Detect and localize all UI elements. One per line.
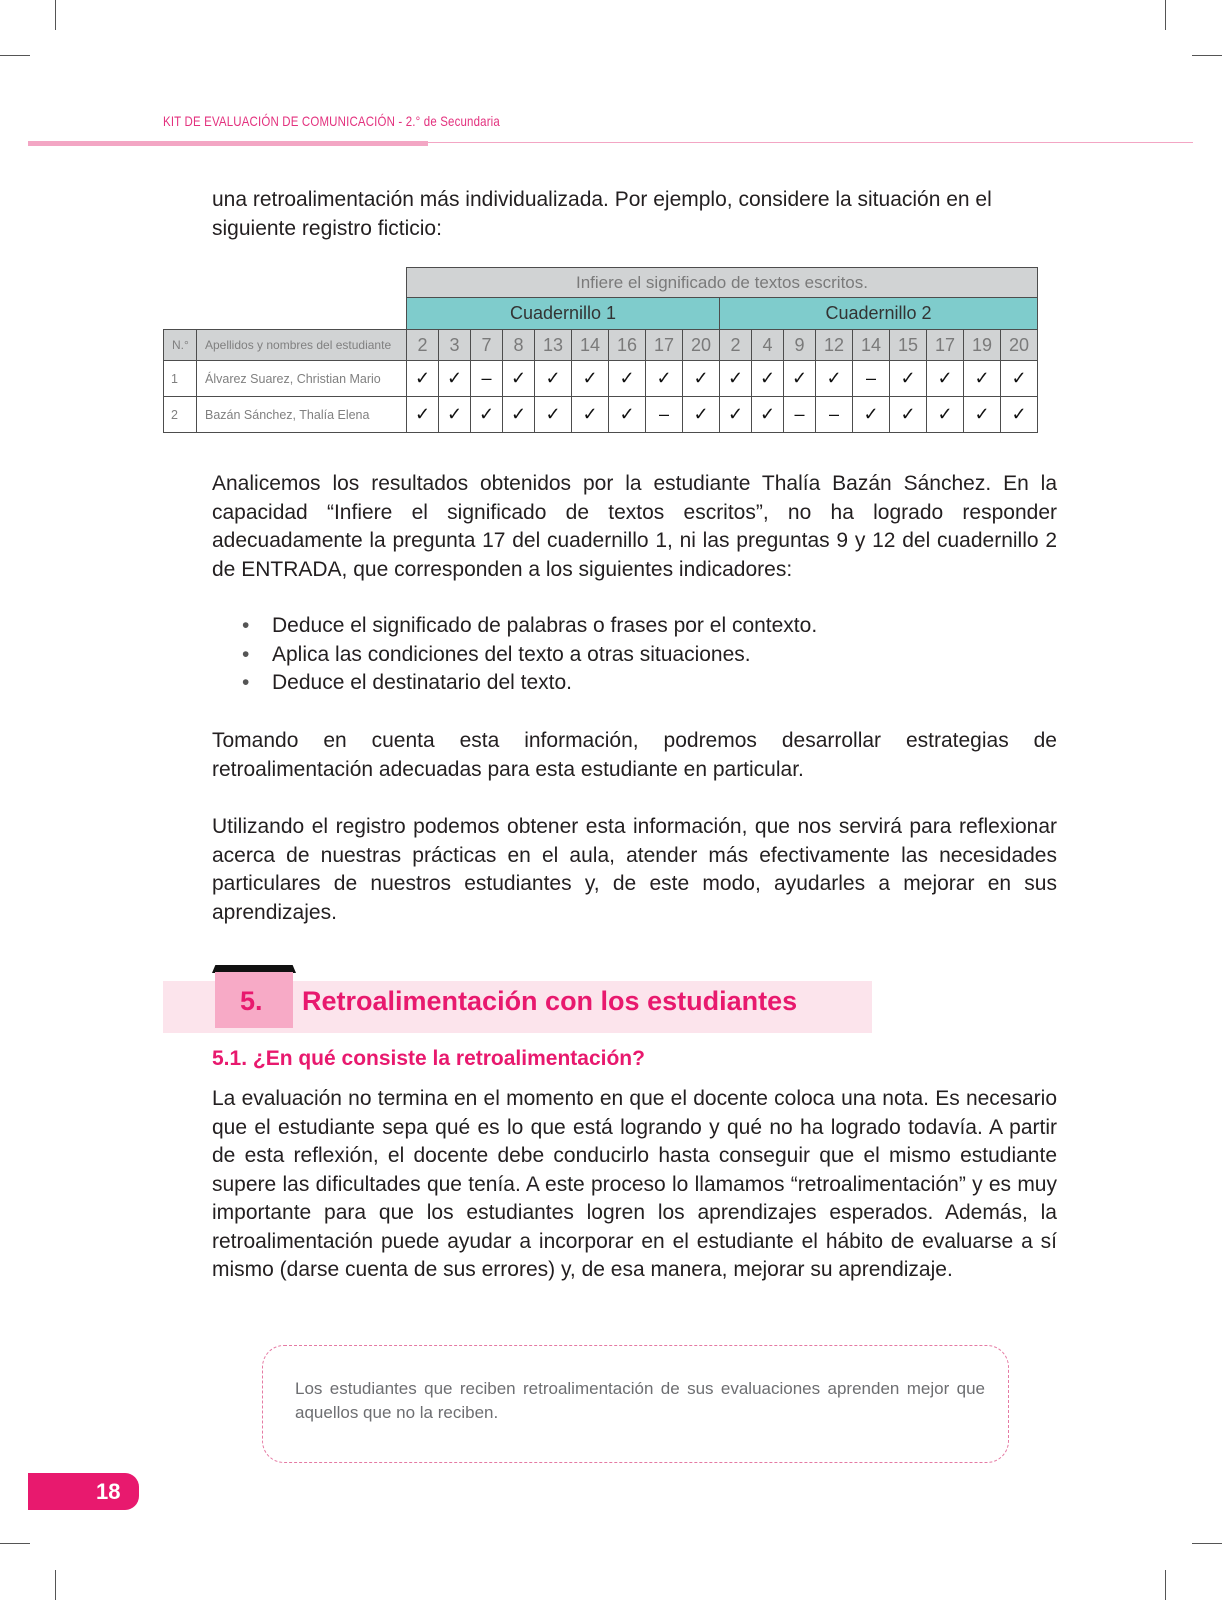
booklet-1-header: Cuadernillo 1 <box>407 298 720 330</box>
dash-icon: – <box>816 397 853 433</box>
callout-text: Los estudiantes que reciben retroalimentación de sus evaluaciones aprenden mejor que aquellos que no la reciben. <box>295 1379 985 1422</box>
question-number-b2: 9 <box>784 330 816 361</box>
list-item-text: Deduce el destinatario del texto. <box>272 671 573 694</box>
question-number-b1: 16 <box>609 330 646 361</box>
question-number-b1: 14 <box>572 330 609 361</box>
question-number-b2: 14 <box>853 330 890 361</box>
check-icon: ✓ <box>609 361 646 397</box>
bullet-icon: • <box>242 614 250 637</box>
question-number-b1: 8 <box>503 330 535 361</box>
list-item <box>242 641 817 670</box>
list-item <box>242 669 817 698</box>
bullet-icon: • <box>242 642 250 666</box>
check-icon: ✓ <box>407 361 439 397</box>
check-icon: ✓ <box>503 397 535 433</box>
feedback-paragraph: La evaluación no termina en el momento en que el docente coloca una nota. Es necesario que el estudiante sepa qué es lo que está logrando y qué no ha logrado todavía. A partir de esta reflexión, el docente debe conducirlo hasta conseguir que el mismo estudiante supere las dificultades que tenía. A este proceso lo llamamos “retroalimentación” y es muy importante para que los estudiantes logren los aprendizajes esperados. Además, la retroalimentación puede ayudar a incorporar en el estudiante el hábito de evaluarse a sí mismo (darse cuenta de sus errores) y, de esa manera, mejorar su aprendizaje. <box>212 1087 1057 1281</box>
col-name-header: Apellidos y nombres del estudiante <box>197 330 407 361</box>
table-corner <box>164 268 407 298</box>
check-icon: ✓ <box>927 361 964 397</box>
capacity-header: Infiere el significado de textos escritos. <box>407 268 1038 298</box>
check-icon: ✓ <box>609 397 646 433</box>
analysis-paragraph: Analicemos los resultados obtenidos por la estudiante Thalía Bazán Sánchez. En la capacidad “Infiere el significado de textos escritos”, no ha logrado responder adecuadamente la pregunta 17 del cuadernillo 1, ni las preguntas 9 y 12 del cuadernillo 2 de ENTRADA, que corresponden a los siguientes indicadores: <box>212 472 1057 581</box>
page-number-tab <box>28 1473 139 1510</box>
page-number: 18 <box>96 1479 121 1504</box>
check-icon: ✓ <box>720 361 752 397</box>
question-number-b1: 7 <box>471 330 503 361</box>
student-name: Bazán Sánchez, Thalía Elena <box>197 397 407 433</box>
booklet-2-header: Cuadernillo 2 <box>720 298 1038 330</box>
crop-mark <box>1165 1570 1166 1600</box>
score-register-table <box>163 267 1038 433</box>
subsection-title: 5.1. ¿En qué consiste la retroalimentación? <box>212 1047 645 1070</box>
question-number-b1: 3 <box>439 330 471 361</box>
dash-icon: – <box>853 361 890 397</box>
check-icon: ✓ <box>572 361 609 397</box>
question-number-b2: 2 <box>720 330 752 361</box>
question-number-b1: 13 <box>535 330 572 361</box>
check-icon: ✓ <box>535 361 572 397</box>
indicator-list <box>242 612 817 698</box>
question-number-b2: 12 <box>816 330 853 361</box>
check-icon: ✓ <box>890 361 927 397</box>
question-number-b2: 19 <box>964 330 1001 361</box>
check-icon: ✓ <box>683 397 720 433</box>
check-icon: ✓ <box>853 397 890 433</box>
check-icon: ✓ <box>964 397 1001 433</box>
check-icon: ✓ <box>683 361 720 397</box>
student-name: Álvarez Suarez, Christian Mario <box>197 361 407 397</box>
strategies-paragraph: Tomando en cuenta esta información, podremos desarrollar estrategias de retroalimentación adecuadas para esta estudiante en particular. <box>212 729 1057 781</box>
section-title: Retroalimentación con los estudiantes <box>302 986 798 1016</box>
student-number: 2 <box>164 397 197 433</box>
check-icon: ✓ <box>439 397 471 433</box>
check-icon: ✓ <box>439 361 471 397</box>
list-item <box>242 612 817 641</box>
list-item-text: Aplica las condiciones del texto a otras situaciones. <box>272 642 751 666</box>
question-number-b2: 20 <box>1001 330 1038 361</box>
list-item-text: Deduce el significado de palabras o frases por el contexto. <box>272 614 818 637</box>
question-number-b2: 4 <box>752 330 784 361</box>
check-icon: ✓ <box>535 397 572 433</box>
check-icon: ✓ <box>964 361 1001 397</box>
crop-mark <box>0 55 30 56</box>
check-icon: ✓ <box>816 361 853 397</box>
header-rule <box>28 142 1193 143</box>
check-icon: ✓ <box>784 361 816 397</box>
dash-icon: – <box>646 397 683 433</box>
check-icon: ✓ <box>572 397 609 433</box>
dash-icon: – <box>471 361 503 397</box>
check-icon: ✓ <box>927 397 964 433</box>
table-row <box>164 397 1038 433</box>
question-number-b1: 20 <box>683 330 720 361</box>
check-icon: ✓ <box>720 397 752 433</box>
question-number-b2: 17 <box>927 330 964 361</box>
intro-paragraph: una retroalimentación más individualizada. Por ejemplo, considere la situación en el siguiente registro ficticio: <box>212 188 992 240</box>
check-icon: ✓ <box>646 361 683 397</box>
crop-mark <box>55 0 56 30</box>
bullet-icon: • <box>242 671 250 694</box>
check-icon: ✓ <box>407 397 439 433</box>
check-icon: ✓ <box>1001 361 1038 397</box>
table-row <box>164 361 1038 397</box>
check-icon: ✓ <box>890 397 927 433</box>
crop-mark <box>55 1570 56 1600</box>
section-number: 5. <box>240 986 263 1016</box>
table-corner <box>164 298 407 330</box>
question-number-b1: 17 <box>646 330 683 361</box>
check-icon: ✓ <box>1001 397 1038 433</box>
check-icon: ✓ <box>503 361 535 397</box>
question-number-b1: 2 <box>407 330 439 361</box>
check-icon: ✓ <box>471 397 503 433</box>
question-number-b2: 15 <box>890 330 927 361</box>
crop-mark <box>1192 55 1222 56</box>
crop-mark <box>0 1543 30 1544</box>
running-header: KIT DE EVALUACIÓN DE COMUNICACIÓN - 2.° de Secundaria <box>163 113 500 129</box>
registry-paragraph: Utilizando el registro podemos obtener esta información, que nos servirá para reflexionar acerca de nuestras prácticas en el aula, atender más efectivamente las necesidades particulares de nuestros estudiantes y, de este modo, ayudarles a mejorar en sus aprendizajes. <box>212 815 1057 924</box>
crop-mark <box>1165 0 1166 30</box>
check-icon: ✓ <box>752 361 784 397</box>
dash-icon: – <box>784 397 816 433</box>
student-number: 1 <box>164 361 197 397</box>
check-icon: ✓ <box>752 397 784 433</box>
col-number-header: N.° <box>164 330 197 361</box>
crop-mark <box>1192 1543 1222 1544</box>
